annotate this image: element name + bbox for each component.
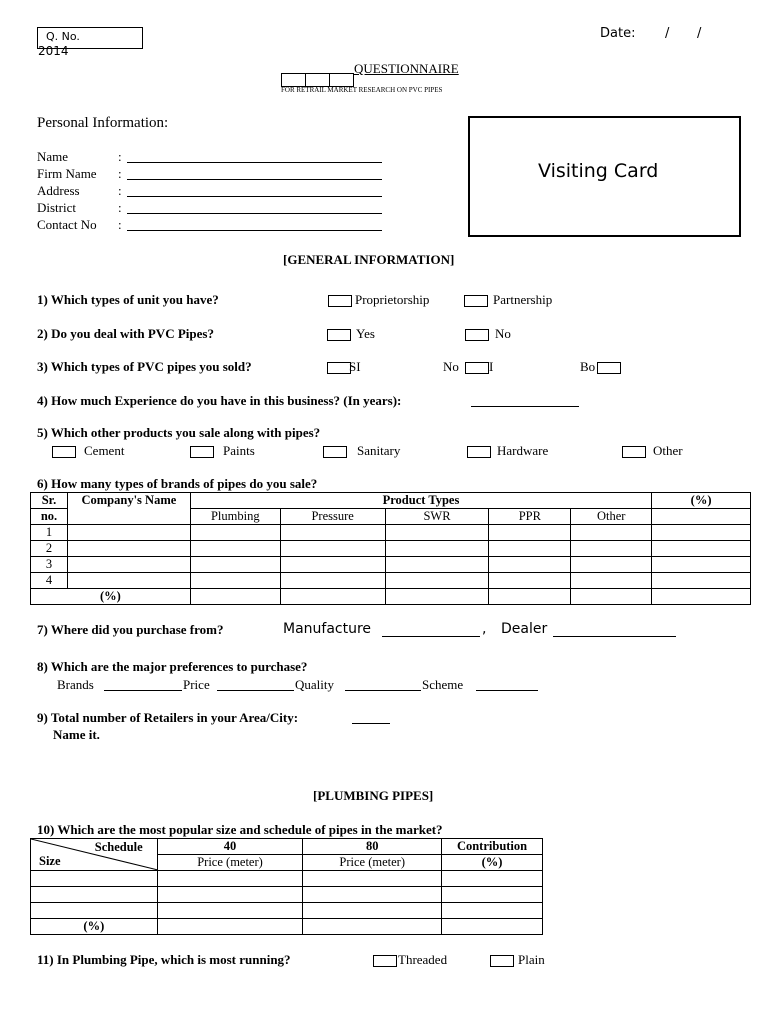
q8-brands-label: Brands [57, 677, 94, 692]
q1-partnership-checkbox[interactable] [464, 295, 488, 307]
brands-table [30, 492, 751, 605]
col-pct: (%) [652, 493, 751, 509]
field-contact-colon: : [118, 217, 122, 232]
q7-text: 7) Where did you purchase from? [37, 622, 224, 637]
date-label: Date: [600, 26, 636, 41]
col-sr: Sr. [31, 493, 68, 509]
q2-no-label: No [495, 326, 511, 341]
schedule-total-label: (%) [31, 919, 158, 935]
q10-text: 10) Which are the most popular size and schedule of pipes in the market? [37, 822, 443, 837]
col-contribution: Contribution [442, 839, 543, 855]
col-swr: SWR [385, 509, 489, 525]
q7-manufacture-label: Manufacture [283, 621, 372, 637]
total-pct-label: (%) [31, 589, 191, 605]
q2-yes-label: Yes [356, 326, 375, 341]
size-label: Size [39, 854, 61, 868]
section-general: [GENERAL INFORMATION] [283, 252, 455, 267]
q4-answer-line[interactable] [471, 406, 579, 407]
col-plumbing: Plumbing [190, 509, 280, 525]
q7-comma: , [482, 621, 487, 637]
q8-text: 8) Which are the major preferences to purchase? [37, 659, 308, 674]
table-row [31, 887, 543, 903]
q3-si-checkbox[interactable] [327, 362, 351, 374]
q8-quality-label: Quality [295, 677, 334, 692]
q1-proprietorship-checkbox[interactable] [328, 295, 352, 307]
q2-no-checkbox[interactable] [465, 329, 489, 341]
row-number: 4 [31, 573, 68, 589]
field-district-line[interactable] [127, 213, 382, 214]
field-district-colon: : [118, 200, 122, 215]
date-sep-2: / [697, 26, 702, 41]
col-ppr: PPR [489, 509, 571, 525]
page-subtitle: FOR RETRAIL MARKET RESEARCH ON PVC PIPES [281, 86, 443, 94]
row-number: 1 [31, 525, 68, 541]
field-contact-label: Contact No [37, 217, 97, 232]
field-firm-label: Firm Name [37, 166, 97, 181]
q7-manufacture-line[interactable] [382, 636, 480, 637]
q9-text: 9) Total number of Retailers in your Area/City: [37, 710, 299, 725]
field-name-label: Name [37, 149, 69, 164]
schedule-table [30, 838, 543, 935]
title-box-3 [329, 73, 354, 87]
col-no: no. [31, 509, 68, 525]
q8-quality-line[interactable] [345, 690, 421, 691]
col-other: Other [571, 509, 652, 525]
q4-text: 4) How much Experience do you have in this business? (In years): [37, 393, 402, 408]
q5-text: 5) Which other products you sale along with pipes? [37, 425, 321, 440]
schedule-size-header [31, 839, 158, 871]
q5-paints-checkbox[interactable] [190, 446, 214, 458]
q8-scheme-line[interactable] [476, 690, 538, 691]
q11-threaded-label: Threaded [398, 952, 448, 967]
q5-sanitary-label: Sanitary [357, 443, 401, 458]
q11-plain-label: Plain [518, 952, 545, 967]
field-contact-line[interactable] [127, 230, 382, 231]
q8-price-line[interactable] [217, 690, 294, 691]
year: 2014 [38, 44, 69, 58]
field-district-label: District [37, 200, 76, 215]
table-row-total [31, 919, 543, 935]
q11-plain-checkbox[interactable] [490, 955, 514, 967]
table-row-total [31, 589, 751, 605]
q11-threaded-checkbox[interactable] [373, 955, 397, 967]
schedule-label: Schedule [94, 840, 143, 854]
q11-text: 11) In Plumbing Pipe, which is most running? [37, 952, 291, 967]
q6-text: 6) How many types of brands of pipes do you sale? [37, 476, 318, 491]
col-pct-blank [652, 509, 751, 525]
q5-other-label: Other [653, 443, 683, 458]
table-row [31, 557, 751, 573]
page-title: QUESTIONNAIRE [354, 61, 459, 76]
qno-label: Q. No. [46, 30, 80, 43]
col-40: 40 [157, 839, 303, 855]
q7-dealer-line[interactable] [553, 636, 676, 637]
field-firm-colon: : [118, 166, 122, 181]
field-name-line[interactable] [127, 162, 382, 163]
q1-proprietorship-label: Proprietorship [355, 292, 430, 307]
q9-name-it: Name it. [53, 727, 100, 742]
table-row [31, 525, 751, 541]
q5-cement-label: Cement [84, 443, 125, 458]
field-address-colon: : [118, 183, 122, 198]
q1-text: 1) Which types of unit you have? [37, 292, 219, 307]
field-address-label: Address [37, 183, 80, 198]
q9-answer-line[interactable] [352, 723, 390, 724]
q2-text: 2) Do you deal with PVC Pipes? [37, 326, 214, 341]
q8-brands-line[interactable] [104, 690, 182, 691]
q5-hardware-label: Hardware [497, 443, 549, 458]
title-box-2 [305, 73, 330, 87]
table-row [31, 573, 751, 589]
row-number: 2 [31, 541, 68, 557]
q3-nonsi-checkbox[interactable] [465, 362, 489, 374]
q7-dealer-label: Dealer [501, 621, 548, 637]
title-box-1 [281, 73, 306, 87]
field-firm-line[interactable] [127, 179, 382, 180]
q5-sanitary-checkbox[interactable] [323, 446, 347, 458]
col-contribution-pct: (%) [442, 855, 543, 871]
q5-paints-label: Paints [223, 443, 255, 458]
q3-nonsi-label-pre: No [443, 359, 459, 374]
field-address-line[interactable] [127, 196, 382, 197]
q3-both-label: Bo [580, 359, 596, 374]
q8-price-label: Price [183, 677, 210, 692]
field-name-colon: : [118, 149, 122, 164]
col-40-price: Price (meter) [157, 855, 303, 871]
q8-scheme-label: Scheme [422, 677, 464, 692]
col-80: 80 [303, 839, 442, 855]
q3-both-checkbox[interactable] [597, 362, 621, 374]
q5-cement-checkbox[interactable] [52, 446, 76, 458]
date-sep-1: / [665, 26, 670, 41]
table-row [31, 903, 543, 919]
q3-si-label: SI [349, 359, 361, 374]
q2-yes-checkbox[interactable] [327, 329, 351, 341]
col-company: Company's Name [67, 493, 190, 525]
table-row [31, 541, 751, 557]
col-80-price: Price (meter) [303, 855, 442, 871]
q1-partnership-label: Partnership [493, 292, 553, 307]
q3-nonsi-label-post: I [489, 359, 494, 374]
visiting-card-label: Visiting Card [538, 160, 659, 182]
personal-heading: Personal Information: [37, 115, 169, 131]
q5-other-checkbox[interactable] [622, 446, 646, 458]
table-row [31, 871, 543, 887]
q5-hardware-checkbox[interactable] [467, 446, 491, 458]
section-plumbing: [PLUMBING PIPES] [313, 788, 434, 803]
col-pressure: Pressure [280, 509, 385, 525]
q3-text: 3) Which types of PVC pipes you sold? [37, 359, 252, 374]
col-product-types: Product Types [190, 493, 651, 509]
row-number: 3 [31, 557, 68, 573]
